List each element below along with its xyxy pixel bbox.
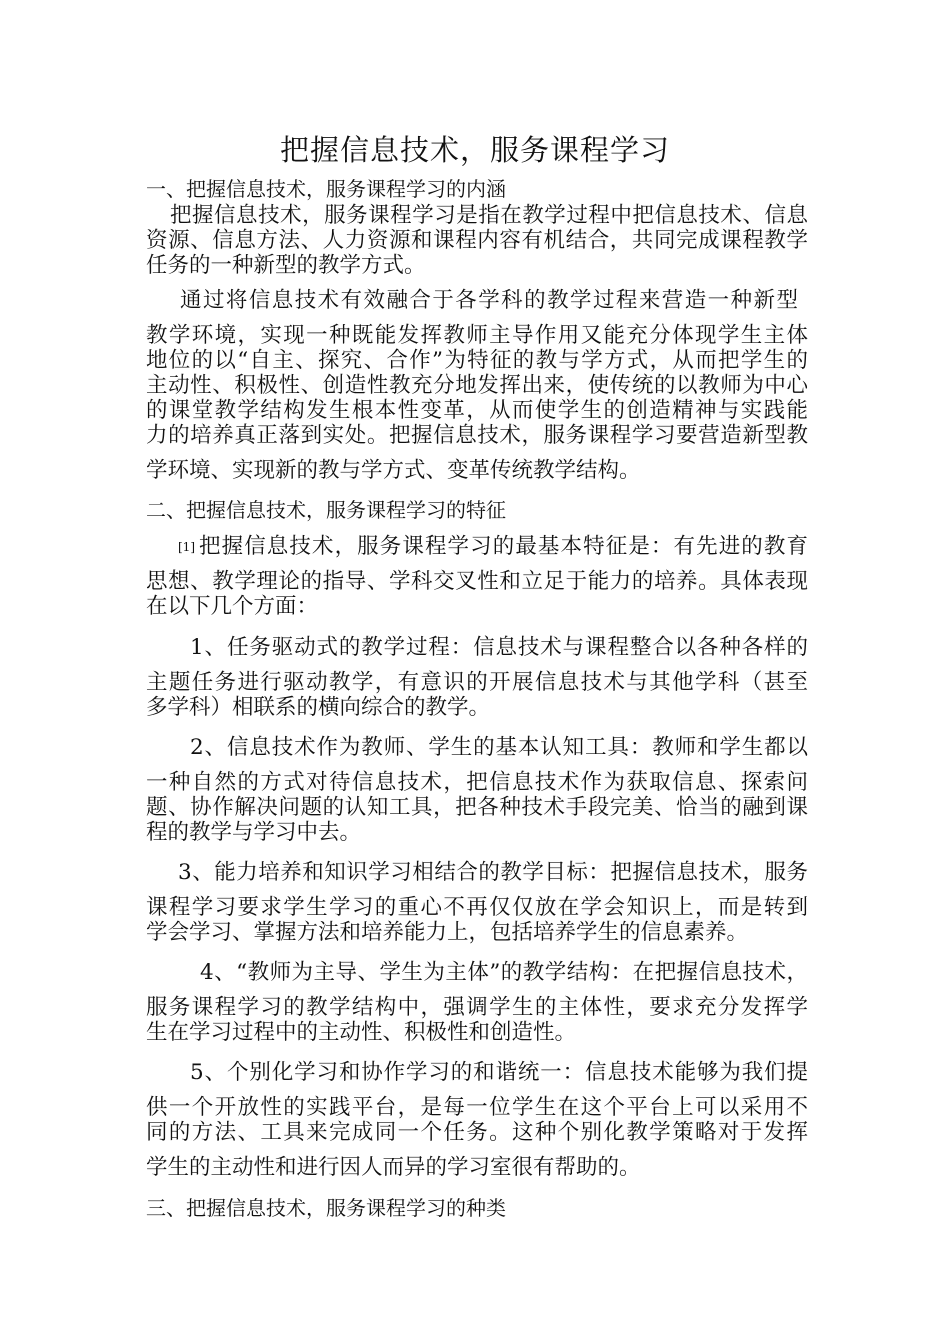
- list-item-line: 程的教学与学习中去。: [146, 820, 362, 845]
- list-item-line: 服务课程学习的教学结构中，强调学生的主体性，要求充分发挥学: [146, 995, 808, 1020]
- list-item-line: 题、协作解决问题的认知工具，把各种技术手段完美、恰当的融到课: [146, 795, 808, 820]
- list-item-line: 5、个别化学习和协作学习的和谐统一：信息技术能够为我们提: [190, 1060, 808, 1085]
- paragraph-line: 思想、教学理论的指导、学科交叉性和立足于能力的培养。具体表现: [146, 569, 808, 594]
- reference-mark: [1]: [178, 540, 195, 554]
- paragraph-line: 地位的以“自主、探究、合作”为特征的教与学方式，从而把学生的: [146, 348, 808, 373]
- list-item-line: 2、信息技术作为教师、学生的基本认知工具：教师和学生都以: [190, 735, 808, 760]
- paragraph-line: 学环境、实现新的教与学方式、变革传统教学结构。: [146, 458, 641, 483]
- paragraph-line: 力的培养真正落到实处。把握信息技术，服务课程学习要营造新型教: [146, 423, 808, 448]
- list-item-line: 课程学习要求学生学习的重心不再仅仅放在学会知识上，而是转到: [146, 895, 808, 920]
- list-item-line: 供一个开放性的实践平台，是每一位学生在这个平台上可以采用不: [146, 1095, 808, 1120]
- paragraph-line: 把握信息技术，服务课程学习是指在教学过程中把信息技术、信息: [170, 203, 808, 228]
- list-item-line: 3、能力培养和知识学习相结合的教学目标：把握信息技术，服务: [178, 860, 808, 885]
- list-item-line: 生在学习过程中的主动性、积极性和创造性。: [146, 1020, 577, 1045]
- page-title: 把握信息技术，服务课程学习: [279, 133, 670, 167]
- section-2-heading: 二、把握信息技术，服务课程学习的特征: [146, 498, 506, 522]
- paragraph-line: 主动性、积极性、创造性教充分地发挥出来，使传统的以教师为中心: [146, 373, 808, 398]
- paragraph-line: 任务的一种新型的教学方式。: [146, 253, 426, 278]
- list-item-line: 多学科）相联系的横向综合的教学。: [146, 695, 491, 720]
- list-item-line: 1、任务驱动式的教学过程：信息技术与课程整合以各种各样的: [190, 635, 808, 660]
- list-item-line: 学会学习、掌握方法和培养能力上，包括培养学生的信息素养。: [146, 920, 749, 945]
- section-1-heading: 一、把握信息技术，服务课程学习的内涵: [146, 177, 506, 201]
- paragraph-text: 把握信息技术，服务课程学习的最基本特征是：有先进的教育: [199, 534, 808, 559]
- section-3-heading: 三、把握信息技术，服务课程学习的种类: [146, 1196, 506, 1220]
- list-item-line: 同的方法、工具来完成同一个任务。这种个别化教学策略对于发挥: [146, 1120, 808, 1145]
- list-item-line: 一种自然的方式对待信息技术，把信息技术作为获取信息、探索问: [146, 770, 808, 795]
- paragraph-line: 教学环境，实现一种既能发挥教师主导作用又能充分体现学生主体: [146, 323, 808, 348]
- paragraph-line: 的课堂教学结构发生根本性变革，从而使学生的创造精神与实践能: [146, 398, 808, 423]
- paragraph-line: 通过将信息技术有效融合于各学科的教学过程来营造一种新型: [180, 288, 798, 313]
- paragraph-line: 在以下几个方面：: [146, 594, 319, 619]
- list-item-line: 主题任务进行驱动教学，有意识的开展信息技术与其他学科（甚至: [146, 670, 808, 695]
- paragraph-line: [178, 533, 808, 561]
- paragraph-line: 资源、信息方法、人力资源和课程内容有机结合，共同完成课程教学: [146, 228, 808, 253]
- list-item-line: 学生的主动性和进行因人而异的学习室很有帮助的。: [146, 1155, 641, 1180]
- list-item-line: 4、“教师为主导、学生为主体”的教学结构：在把握信息技术，: [200, 960, 808, 985]
